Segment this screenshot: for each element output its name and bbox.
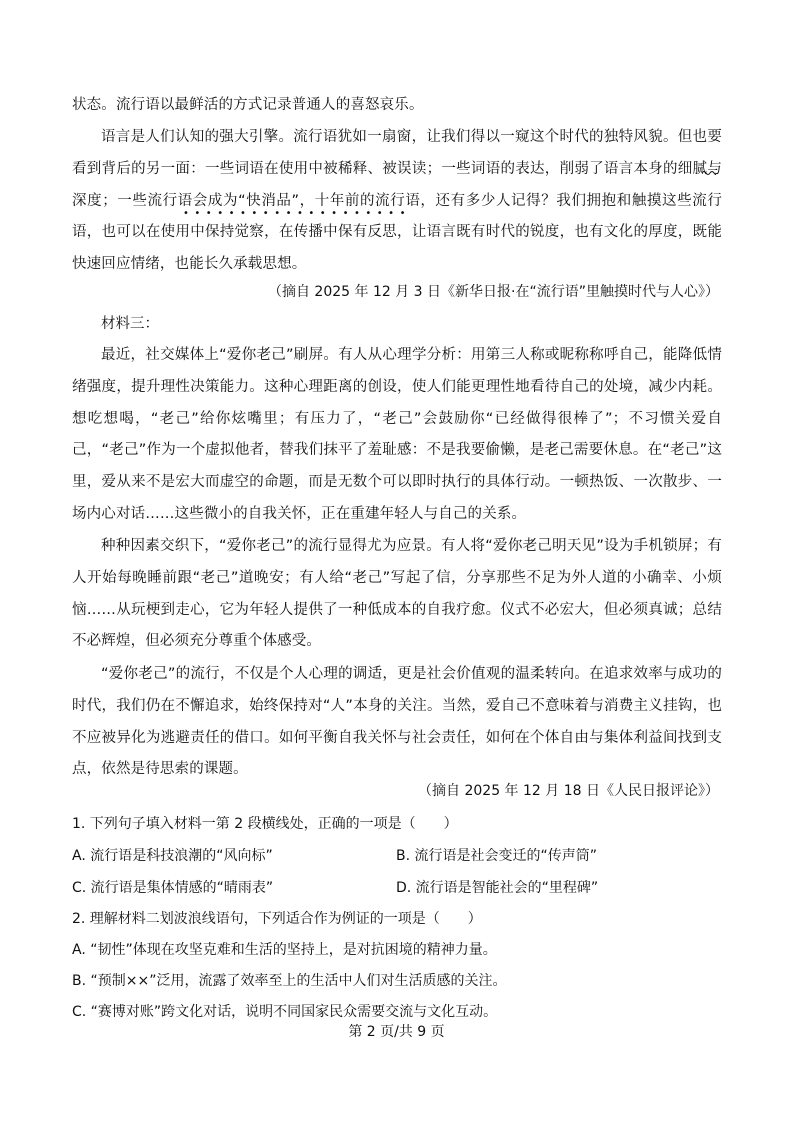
question-1-option-a[interactable]: A. 流行语是科技浪潮的“风向标” (72, 848, 273, 864)
paragraph-material3-values: “爱你老己”的流行，不仅是个人心理的调适，更是社会价值观的温柔转向。在追求效率与成功的时代，我们仍在不懈追求，始终保持对“人”本身的关注。当然，爱自己不意味着与消费主义挂钩，也不应被异化为逃避责任的借口。如何平衡自我关怀与社会责任，如何在个体自由与集体利益间找到支点，依然是待思索的课题。 (72, 666, 722, 778)
question-2-option-b[interactable]: B. “预制××”泛用，流露了效率至上的生活中人们对生活质感的关注。 (72, 973, 507, 989)
question-2-option-a[interactable]: A. “韧性”体现在攻坚克难和生活的坚持上，是对抗困境的精神力量。 (72, 942, 497, 958)
question-1-option-b[interactable]: B. 流行语是社会变迁的“传声筒” (396, 848, 598, 864)
source-citation-material2: （摘自 2025 年 12 月 3 日《新华日报·在“流行语”里触摸时代与人心》） (267, 284, 719, 300)
paragraph-material3-ritual: 种种因素交织下，“爱你老己”的流行显得尤为应景。有人将“爱你老己明天见”设为手机锁屏；有人开始每晚睡前跟“老己”道晚安；有人给“老己”写起了信，分享那些不足为外人道的小确幸、小烦恼……从玩梗到走心，它为年轻人提供了一种低成本的自我疗愈。仪式不必宏大，但必须真诚；总结不必辉煌，但必须充分尊重个体感受。 (72, 538, 722, 650)
paragraph-language-engine: 语言是人们认知的强大引擎。流行语犹如一扇窗，让我们得以一窥这个时代的独特风貌。但也要看到背后的另一面：一些词语在使用中被稀释、被误读；一些词语的表达，削弱了语言本身的细腻与深度；一些流行语会成为“快消品”，十年前的流行语，还有多少人记得？我们拥抱和触摸这些流行语，也可以在使用中保持觉察，在传播中保有反思，让语言既有时代的锐度，也有文化的厚度，既能快速回应情绪，也能长久承载思想。 (72, 129, 722, 273)
paragraph-continuation: 状态。流行语以最鲜活的方式记录普通人的喜怒哀乐。 (72, 97, 424, 113)
question-1-stem: 1. 下列句子填入材料一第 2 段横线处，正确的一项是（ ） (72, 816, 458, 832)
material3-label: 材料三： (101, 316, 159, 332)
page-number-footer: 第 2 页/共 9 页 (348, 1024, 445, 1040)
question-2-option-c[interactable]: C. “赛博对账”跨文化对话，说明不同国家民众需要交流与文化互动。 (72, 1004, 498, 1020)
source-citation-material3: （摘自 2025 年 12 月 18 日《人民日报评论》） (418, 783, 719, 799)
emphasis-dots: •••••••••••••••••••• (183, 208, 411, 219)
question-1-option-c[interactable]: C. 流行语是集体情感的“晴雨表” (72, 880, 274, 896)
question-1-option-d[interactable]: D. 流行语是智能社会的“里程碑” (396, 880, 599, 896)
wavy-underline-mark (702, 170, 716, 176)
paragraph-material3-intro: 最近，社交媒体上“爱你老己”刷屏。有人从心理学分析：用第三人称或昵称称呼自己，能降低情绪强度，提升理性决策能力。这种心理距离的创设，使人们能更理性地看待自己的处境，减少内耗。想吃想喝，“老己”给你炫嘴里；有压力了，“老己”会鼓励你“已经做得很棒了”；不习惯关爱自己，“老己”作为一个虚拟他者，替我们抹平了羞耻感：不是我要偷懒，是老己需要休息。在“老己”这里，爱从来不是宏大而虚空的命题，而是无数个可以即时执行的具体行动。一顿热饭、一次散步、一场内心对话……这些微小的自我关怀，正在重建年轻人与自己的关系。 (72, 347, 722, 522)
question-2-stem: 2. 理解材料二划波浪线语句，下列适合作为例证的一项是（ ） (72, 911, 482, 927)
